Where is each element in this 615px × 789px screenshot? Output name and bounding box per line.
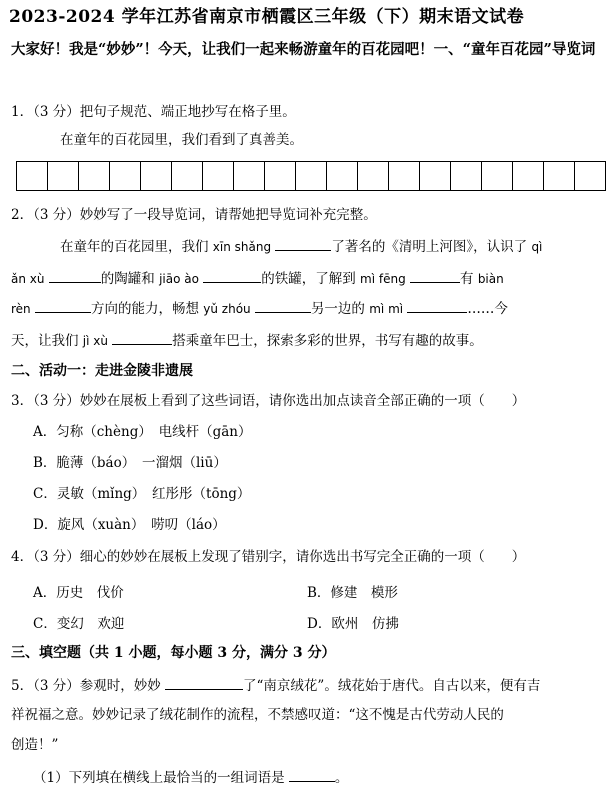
grid-cell[interactable]: [141, 162, 172, 190]
grid-cell[interactable]: [544, 162, 575, 190]
q5-text: 5．（3 分）参观时，妙妙: [11, 678, 161, 694]
answer-blank[interactable]: [289, 767, 335, 782]
grid-cell[interactable]: [48, 162, 79, 190]
grid-cell[interactable]: [203, 162, 234, 190]
answer-blank[interactable]: [275, 236, 331, 251]
grid-cell[interactable]: [575, 162, 605, 190]
pinyin-prompt: jì xù: [82, 334, 108, 348]
grid-cell[interactable]: [234, 162, 265, 190]
q4-option-a[interactable]: A．历史 伐价: [33, 585, 124, 601]
pinyin-prompt: yǔ zhóu: [203, 302, 251, 316]
q5-text: （1）下列填在横线上最恰当的一组词语是: [33, 770, 285, 786]
pinyin-prompt: qì: [531, 240, 543, 254]
grid-cell[interactable]: [451, 162, 482, 190]
pinyin-prompt: ǎn xù: [11, 272, 45, 286]
grid-cell[interactable]: [420, 162, 451, 190]
grid-cell[interactable]: [513, 162, 544, 190]
answer-blank[interactable]: [49, 268, 101, 283]
grid-cell[interactable]: [389, 162, 420, 190]
q2-line-1: [60, 236, 542, 257]
q2-stem: 2．（3 分）妙妙写了一段导览词，请帮她把导览词补充完整。: [11, 207, 377, 223]
q5-line-3: 创造！”: [11, 737, 59, 753]
q3-option-b[interactable]: B．脆薄（báo） 一溜烟（liū）: [33, 455, 227, 471]
q2-text: 另一边的: [310, 301, 365, 317]
q2-text: 的铁罐，了解到: [261, 271, 356, 287]
q3-option-d[interactable]: D．旋风（xuàn） 唠叨（láo）: [33, 517, 226, 533]
section-heading: 二、活动一：走进金陵非遗展: [11, 363, 193, 379]
q5-text: 了“南京绒花”。绒花始于唐代。自古以来，便有吉: [243, 678, 541, 694]
grid-cell[interactable]: [358, 162, 389, 190]
pinyin-prompt: jiāo ào: [159, 272, 199, 286]
q2-text: 在童年的百花园里，我们: [60, 239, 209, 255]
writing-grid[interactable]: [16, 161, 606, 191]
answer-blank[interactable]: [407, 298, 467, 313]
answer-blank[interactable]: [35, 298, 91, 313]
q2-text: 的陶罐和: [100, 271, 155, 287]
grid-cell[interactable]: [79, 162, 110, 190]
q3-stem: 3．（3 分）妙妙在展板上看到了这些词语，请你选出加点读音全部正确的一项（ ）: [11, 393, 526, 409]
pinyin-prompt: mì fēng: [360, 272, 406, 286]
answer-blank[interactable]: [165, 675, 243, 690]
q2-text: ……今: [467, 301, 508, 317]
q3-option-a[interactable]: A．匀称（chèng） 电线杆（gān）: [33, 424, 252, 440]
q4-stem: 4．（3 分）细心的妙妙在展板上发现了错别字，请你选出书写完全正确的一项（ ）: [11, 549, 526, 565]
q2-text: 了著名的《清明上河图》，认识了: [331, 239, 528, 255]
page-title: 2023-2024 学年江苏省南京市栖霞区三年级（下）期末语文试卷: [9, 7, 525, 27]
pinyin-prompt: xīn shǎng: [212, 240, 272, 254]
grid-cell[interactable]: [482, 162, 513, 190]
q1-sentence: 在童年的百花园里，我们看到了真善美。: [60, 132, 303, 148]
q4-option-d[interactable]: D．欧州 仿拂: [307, 616, 399, 632]
grid-cell[interactable]: [172, 162, 203, 190]
section-heading: 三、填空题（共 1 小题，每小题 3 分，满分 3 分）: [11, 645, 336, 661]
answer-blank[interactable]: [255, 298, 311, 313]
pinyin-prompt: rèn: [11, 302, 31, 316]
grid-cell[interactable]: [265, 162, 296, 190]
q4-option-b[interactable]: B．修建 模形: [307, 585, 398, 601]
q2-text: 天，让我们: [11, 333, 79, 349]
answer-blank[interactable]: [203, 268, 261, 283]
q5-sub-1: [33, 767, 348, 788]
q2-line-3: [11, 298, 508, 319]
q5-text: 。: [334, 770, 349, 786]
pinyin-prompt: biàn: [477, 272, 504, 286]
q2-text: 方向的能力，畅想: [90, 301, 199, 317]
q4-option-c[interactable]: C．变幻 欢迎: [33, 616, 125, 632]
q2-text: 有: [460, 271, 474, 287]
intro-paragraph: 大家好！我是“妙妙”！今天，让我们一起来畅游童年的百花园吧！一、“童年百花园”导览词: [11, 41, 596, 58]
q2-line-4: [11, 330, 483, 351]
q5-line-2: 祥祝福之意。妙妙记录了绒花制作的流程，不禁感叹道：“这不愧是古代劳动人民的: [11, 707, 504, 723]
answer-blank[interactable]: [112, 330, 172, 345]
q3-option-c[interactable]: C．灵敏（mǐng） 红彤彤（tōng）: [33, 486, 251, 502]
grid-cell[interactable]: [327, 162, 358, 190]
answer-blank[interactable]: [410, 268, 460, 283]
q1-stem: 1．（3 分）把句子规范、端正地抄写在格子里。: [11, 104, 296, 120]
pinyin-prompt: mì mì: [369, 302, 404, 316]
q2-line-2: [11, 268, 504, 289]
grid-cell[interactable]: [17, 162, 48, 190]
grid-cell[interactable]: [110, 162, 141, 190]
grid-cell[interactable]: [296, 162, 327, 190]
q5-line-1: [11, 675, 540, 696]
q2-text: 搭乘童年巴士，探索多彩的世界，书写有趣的故事。: [172, 333, 483, 349]
